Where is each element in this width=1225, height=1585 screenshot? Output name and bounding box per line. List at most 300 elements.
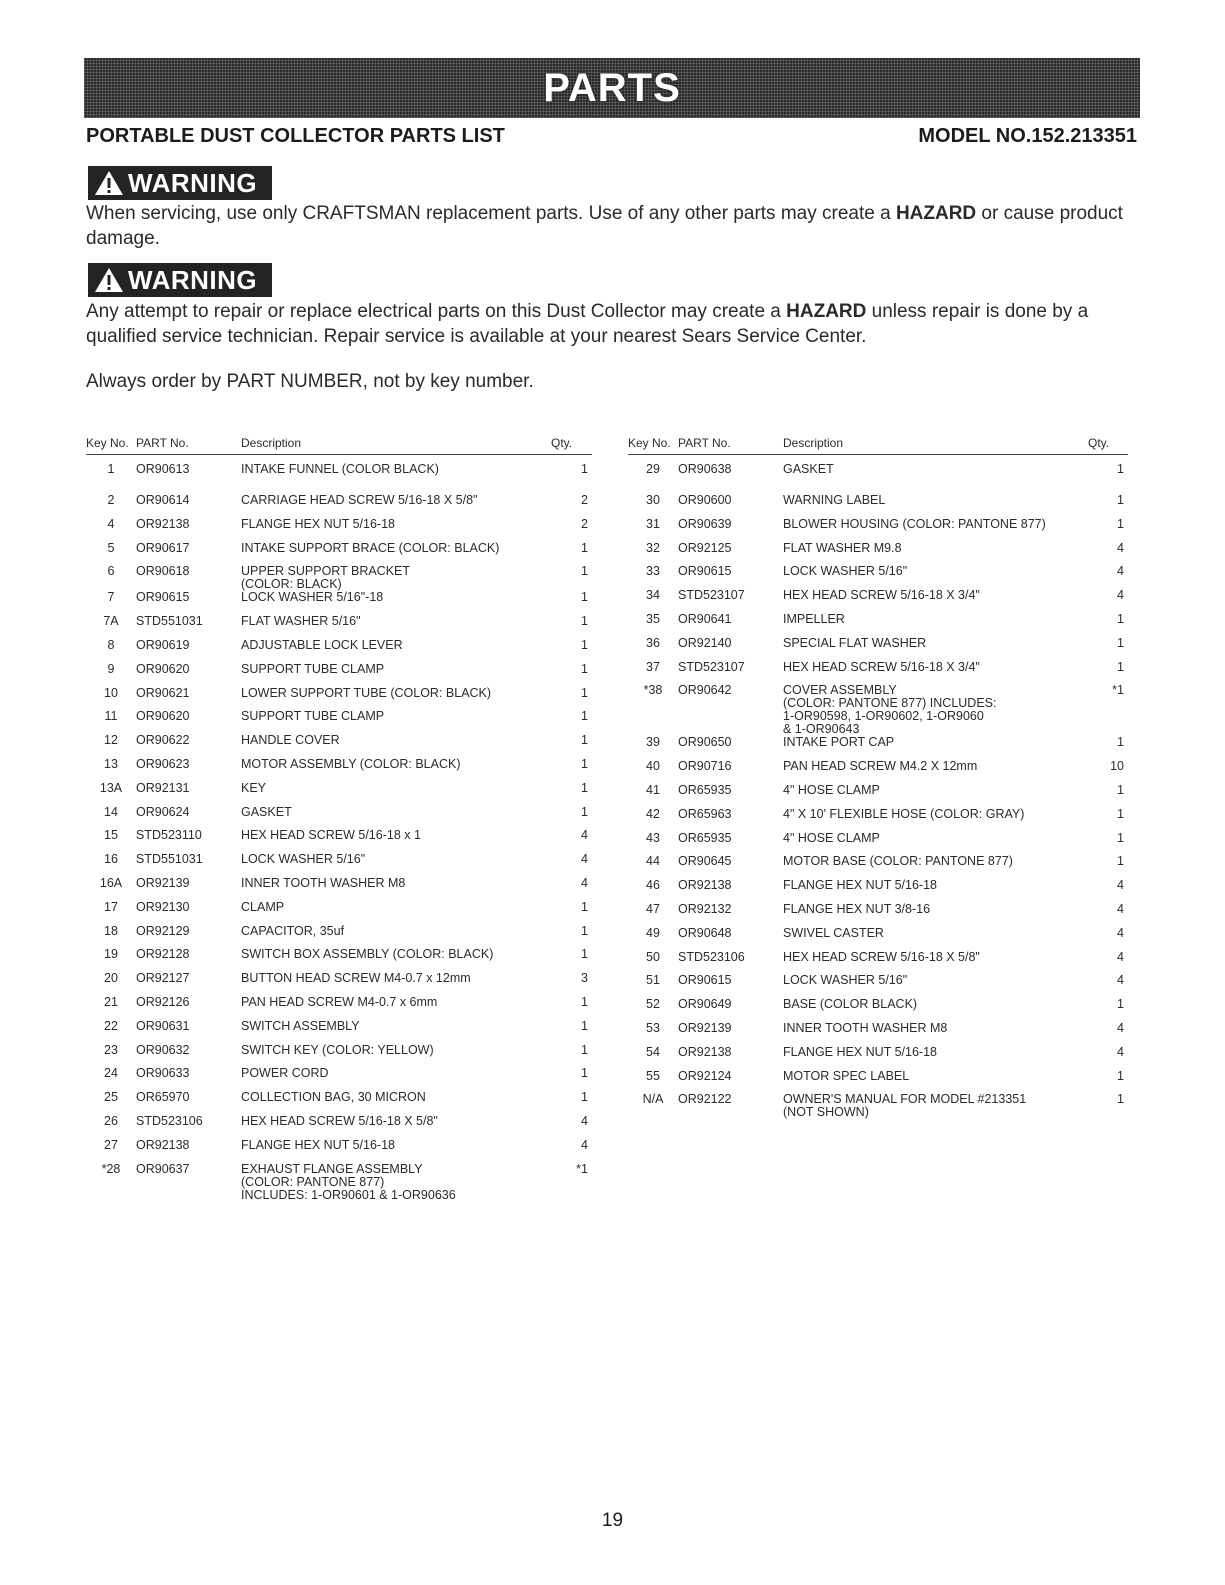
description-cell: HEX HEAD SCREW 5/16-18 X 3/4" [783,588,980,603]
quantity-cell: 1 [1117,493,1124,507]
key-number-cell: 49 [646,925,660,940]
key-number-cell: 12 [104,733,118,748]
description-cell: SWITCH ASSEMBLY [241,1018,360,1033]
description-cell: KEY [241,780,267,795]
warning-badge-2 [88,263,272,297]
quantity-cell: 1 [1117,735,1124,750]
quantity-cell: 1 [1117,516,1124,531]
warning-label: WARNING [128,167,258,198]
part-number-cell: OR92138 [678,878,732,893]
key-number-cell: 35 [646,611,660,626]
description-cell: SUPPORT TUBE CLAMP [241,661,385,676]
quantity-cell: 1 [581,564,588,579]
description-cell: EXHAUST FLANGE ASSEMBLY (COLOR: PANTONE 877) INCLUDES: 1-OR90601 & 1-OR90636 [241,1161,456,1202]
key-number-cell: 14 [104,804,118,819]
table-row [86,494,592,518]
parts-list-title: PORTABLE DUST COLLECTOR PARTS LIST [86,125,505,147]
description-cell: LOCK WASHER 5/16" [783,564,908,579]
key-number-cell: 29 [646,462,660,476]
part-number-cell: STD523106 [678,949,745,964]
description-cell: POWER CORD [241,1066,329,1081]
part-number-cell: OR90638 [678,462,732,476]
key-number-cell: 8 [107,637,115,652]
quantity-cell: 1 [581,590,588,605]
column-header-part: PART No. [136,436,241,455]
quantity-cell: 4 [581,852,588,867]
key-number-cell: 1 [107,462,115,476]
table-row [628,808,1128,832]
quantity-cell: 1 [581,1066,588,1081]
key-number-cell: 52 [646,997,660,1012]
quantity-cell: 4 [1117,564,1124,579]
description-cell: FLANGE HEX NUT 5/16-18 [241,1137,395,1152]
table-row [628,855,1128,879]
quantity-cell: 1 [1117,659,1124,674]
part-number-cell: OR90624 [136,804,190,819]
key-number-cell: 37 [646,659,660,674]
quantity-cell: 4 [1117,1044,1124,1059]
hazard-emphasis: HAZARD [786,301,867,322]
quantity-cell: 1 [581,923,588,938]
key-number-cell: 13 [104,756,118,771]
part-number-cell: OR92131 [136,780,190,795]
part-number-cell: OR65970 [136,1090,190,1105]
description-cell: 4" X 10' FLEXIBLE HOSE (COLOR: GRAY) [783,806,1025,821]
quantity-cell: 1 [581,637,588,652]
description-cell: FLANGE HEX NUT 5/16-18 [241,516,395,531]
description-cell: CARRIAGE HEAD SCREW 5/16-18 X 5/8" [241,493,478,507]
key-number-cell: 7 [107,590,115,605]
part-number-cell: OR90633 [136,1066,190,1081]
table-row [628,518,1128,542]
column-header-part: PART No. [678,436,783,455]
part-number-cell: OR92140 [678,635,732,650]
part-number-cell: OR65935 [678,782,732,797]
quantity-cell: 4 [1117,878,1124,893]
part-number-cell: OR90622 [136,733,190,748]
warning-triangle-icon [94,267,124,293]
description-cell: OWNER'S MANUAL FOR MODEL #213351 (NOT SHOWN) [783,1092,1027,1120]
quantity-cell: 1 [1117,1092,1124,1107]
part-number-cell: OR90650 [678,735,732,750]
part-number-cell: OR90631 [136,1018,190,1033]
order-note: Always order by PART NUMBER, not by key number. [86,371,534,392]
key-number-cell: 42 [646,806,660,821]
quantity-cell: 1 [581,804,588,819]
part-number-cell: OR65935 [678,830,732,845]
part-number-cell: OR92129 [136,923,190,938]
column-header-qty: Qty. [1088,436,1128,455]
quantity-cell: 4 [1117,973,1124,988]
description-cell: SWIVEL CASTER [783,925,884,940]
key-number-cell: 47 [646,901,660,916]
part-number-cell: OR90615 [678,973,732,988]
column-header-description: Description [241,436,551,455]
description-cell: BUTTON HEAD SCREW M4-0.7 x 12mm [241,971,471,986]
description-cell: INTAKE PORT CAP [783,735,895,750]
part-number-cell: OR90641 [678,611,732,626]
part-number-cell: OR90621 [136,685,190,700]
table-row [86,1139,592,1163]
table-row [628,661,1128,685]
part-number-cell: STD551031 [136,852,203,867]
table-row [86,734,592,758]
description-cell: HEX HEAD SCREW 5/16-18 X 5/8" [783,949,980,964]
table-row [628,784,1128,808]
description-cell: SUPPORT TUBE CLAMP [241,709,385,724]
part-number-cell: OR90639 [678,516,732,531]
table-row [86,639,592,663]
description-cell: MOTOR SPEC LABEL [783,1068,910,1083]
description-cell: INTAKE SUPPORT BRACE (COLOR: BLACK) [241,540,500,555]
part-number-cell: OR90615 [136,590,190,605]
page-number: 19 [601,1510,624,1531]
key-number-cell: 30 [646,493,660,507]
quantity-cell: 1 [581,756,588,771]
quantity-cell: 1 [581,1018,588,1033]
description-cell: GASKET [783,462,834,476]
part-number-cell: OR65963 [678,806,732,821]
quantity-cell: 1 [581,899,588,914]
key-number-cell: 9 [107,661,115,676]
parts-table-right [628,436,1128,1119]
description-cell: HANDLE COVER [241,733,340,748]
table-row [86,1163,592,1202]
key-number-cell: 16A [99,875,123,890]
parts-banner [84,58,1140,118]
part-number-cell: OR90615 [678,564,732,579]
table-row [86,687,592,711]
description-cell: FLANGE HEX NUT 5/16-18 [783,878,937,893]
table-row [628,565,1128,589]
warning-triangle-icon [94,170,124,196]
key-number-cell: 36 [646,635,660,650]
table-row [628,736,1128,760]
table-row [628,542,1128,566]
description-cell: INTAKE FUNNEL (COLOR BLACK) [241,462,439,476]
part-number-cell: OR90623 [136,756,190,771]
part-number-cell: OR90600 [678,493,732,507]
part-number-cell: OR92138 [678,1044,732,1059]
table-row [628,613,1128,637]
quantity-cell: 1 [581,1090,588,1105]
key-number-cell: 34 [646,588,660,603]
warning-text-part: When servicing, use only CRAFTSMAN replacement parts. Use of any other parts may create a [86,203,896,224]
quantity-cell: 1 [581,685,588,700]
description-cell: PAN HEAD SCREW M4.2 X 12mm [783,759,978,774]
model-number: MODEL NO.152.213351 [918,125,1137,147]
table-row [86,877,592,901]
quantity-cell: 4 [581,875,588,890]
part-number-cell: OR92139 [678,1020,732,1035]
table-row [86,925,592,949]
key-number-cell: 11 [104,709,118,724]
key-number-cell: *28 [101,1161,121,1176]
quantity-cell: 4 [581,828,588,843]
key-number-cell: 13A [99,780,123,795]
key-number-cell: N/A [642,1092,664,1107]
table-row [628,974,1128,998]
table-row [86,1115,592,1139]
quantity-cell: 1 [1117,635,1124,650]
key-number-cell: 50 [646,949,660,964]
part-number-cell: OR92126 [136,994,190,1009]
description-cell: CLAMP [241,899,285,914]
key-number-cell: 54 [646,1044,660,1059]
table-row [86,710,592,734]
table-row [86,615,592,639]
part-number-cell: OR90613 [136,462,190,476]
table-row [628,455,1128,495]
description-cell: LOWER SUPPORT TUBE (COLOR: BLACK) [241,685,492,700]
table-row [628,951,1128,975]
quantity-cell: 1 [581,947,588,962]
quantity-cell: *1 [1112,683,1124,698]
parts-table-left [86,436,592,1202]
part-number-cell: OR92125 [678,540,732,555]
key-number-cell: 41 [646,782,660,797]
key-number-cell: 23 [104,1042,118,1057]
key-number-cell: 44 [646,854,660,869]
description-cell: CAPACITOR, 35uf [241,923,345,938]
quantity-cell: 1 [581,994,588,1009]
key-number-cell: 4 [107,516,115,531]
description-cell: FLANGE HEX NUT 5/16-18 [783,1044,937,1059]
quantity-cell: 4 [581,1113,588,1128]
quantity-cell: 1 [581,1042,588,1057]
part-number-cell: STD523106 [136,1113,203,1128]
key-number-cell: 19 [104,947,118,962]
column-header-description: Description [783,436,1088,455]
description-cell: HEX HEAD SCREW 5/16-18 X 5/8" [241,1113,438,1128]
quantity-cell: 1 [581,661,588,676]
part-number-cell: OR90619 [136,637,190,652]
key-number-cell: 2 [107,493,115,507]
key-number-cell: 6 [107,564,115,579]
table-row [86,829,592,853]
part-number-cell: OR90648 [678,925,732,940]
description-cell: LOCK WASHER 5/16" [783,973,908,988]
quantity-cell: 1 [1117,997,1124,1012]
part-number-cell: OR92138 [136,1137,190,1152]
part-number-cell: OR92138 [136,516,190,531]
table-row [86,996,592,1020]
part-number-cell: OR90620 [136,709,190,724]
key-number-cell: 22 [104,1018,118,1033]
description-cell: 4" HOSE CLAMP [783,830,880,845]
part-number-cell: OR90642 [678,683,732,698]
description-cell: PAN HEAD SCREW M4-0.7 x 6mm [241,994,438,1009]
warning-text-1 [86,201,1142,251]
quantity-cell: 1 [581,733,588,748]
description-cell: UPPER SUPPORT BRACKET (COLOR: BLACK) [241,564,411,592]
part-number-cell: STD551031 [136,614,203,629]
part-number-cell: OR90649 [678,997,732,1012]
table-row [628,927,1128,951]
part-number-cell: OR90632 [136,1042,190,1057]
description-cell: IMPELLER [783,611,845,626]
quantity-cell: 1 [1117,611,1124,626]
key-number-cell: 32 [646,540,660,555]
key-number-cell: 43 [646,830,660,845]
column-header-qty: Qty. [551,436,592,455]
quantity-cell: 4 [1117,540,1124,555]
quantity-cell: 1 [581,462,588,476]
part-number-cell: OR92127 [136,971,190,986]
quantity-cell: 1 [581,540,588,555]
quantity-cell: 1 [1117,806,1124,821]
part-number-cell: OR90716 [678,759,732,774]
description-cell: SPECIAL FLAT WASHER [783,635,927,650]
table-row [86,518,592,542]
table-row [86,663,592,687]
table-row [628,1070,1128,1094]
part-number-cell: OR90614 [136,493,190,507]
quantity-cell: 4 [1117,925,1124,940]
description-cell: LOCK WASHER 5/16" [241,852,366,867]
description-cell: MOTOR ASSEMBLY (COLOR: BLACK) [241,756,461,771]
part-number-cell: OR90618 [136,564,190,579]
part-number-cell: OR90620 [136,661,190,676]
table-row [86,1067,592,1091]
quantity-cell: 1 [1117,782,1124,797]
table-row [86,591,592,615]
quantity-cell: 2 [581,516,588,531]
table-row [628,903,1128,927]
quantity-cell: 1 [1117,1068,1124,1083]
table-row [628,684,1128,736]
table-row [86,1020,592,1044]
column-header-key: Key No. [86,436,136,455]
key-number-cell: *38 [643,683,663,698]
part-number-cell: STD523107 [678,659,745,674]
part-number-cell: STD523107 [678,588,745,603]
key-number-cell: 21 [104,994,118,1009]
description-cell: COLLECTION BAG, 30 MICRON [241,1090,426,1105]
description-cell: 4" HOSE CLAMP [783,782,880,797]
part-number-cell: OR90617 [136,540,190,555]
table-row [628,494,1128,518]
key-number-cell: 27 [104,1137,118,1152]
description-cell: SWITCH BOX ASSEMBLY (COLOR: BLACK) [241,947,494,962]
quantity-cell: 1 [581,709,588,724]
description-cell: LOCK WASHER 5/16"-18 [241,590,384,605]
quantity-cell: 4 [1117,588,1124,603]
warning-text-part: Any attempt to repair or replace electrical parts on this Dust Collector may create a [86,301,787,322]
table-row [628,1093,1128,1119]
table-row [86,901,592,925]
description-cell: BLOWER HOUSING (COLOR: PANTONE 877) [783,516,1046,531]
part-number-cell: OR92132 [678,901,732,916]
key-number-cell: 24 [104,1066,118,1081]
table-row [86,455,592,495]
key-number-cell: 40 [646,759,660,774]
description-cell: FLAT WASHER 5/16" [241,614,361,629]
key-number-cell: 15 [104,828,118,843]
key-number-cell: 55 [646,1068,660,1083]
description-cell: INNER TOOTH WASHER M8 [241,875,406,890]
description-cell: GASKET [241,804,292,819]
key-number-cell: 46 [646,878,660,893]
description-cell: SWITCH KEY (COLOR: YELLOW) [241,1042,434,1057]
description-cell: HEX HEAD SCREW 5/16-18 X 3/4" [783,659,980,674]
key-number-cell: 25 [104,1090,118,1105]
part-number-cell: OR92128 [136,947,190,962]
description-cell: COVER ASSEMBLY (COLOR: PANTONE 877) INCLUDES: 1-OR90598, 1-OR90602, 1-OR9060 & 1-OR90643 [783,683,997,737]
quantity-cell: 4 [1117,901,1124,916]
key-number-cell: 17 [104,899,118,914]
key-number-cell: 31 [646,516,660,531]
quantity-cell: 1 [1117,830,1124,845]
key-number-cell: 18 [104,923,118,938]
key-number-cell: 20 [104,971,118,986]
quantity-cell: 1 [1117,462,1124,476]
part-number-cell: OR92139 [136,875,190,890]
key-number-cell: 5 [107,540,115,555]
table-row [86,853,592,877]
banner-title: PARTS [543,66,681,110]
key-number-cell: 53 [646,1020,660,1035]
part-number-cell: OR90645 [678,854,732,869]
warning-badge-1 [88,166,272,200]
table-row [628,589,1128,613]
description-cell: MOTOR BASE (COLOR: PANTONE 877) [783,854,1013,869]
table-row [86,972,592,996]
warning-text-part: or cause product damage. [86,203,1123,249]
part-number-cell: OR92130 [136,899,190,914]
description-cell: FLAT WASHER M9.8 [783,540,902,555]
description-cell: INNER TOOTH WASHER M8 [783,1020,948,1035]
description-cell: FLANGE HEX NUT 3/8-16 [783,901,931,916]
description-cell: HEX HEAD SCREW 5/16-18 x 1 [241,828,421,843]
part-number-cell: OR92124 [678,1068,732,1083]
quantity-cell: 1 [581,780,588,795]
warning-text-2 [86,299,1142,349]
quantity-cell: 4 [1117,949,1124,964]
parts-table-left-body [86,455,592,1202]
table-row [86,782,592,806]
quantity-cell: 3 [581,971,588,986]
description-cell: ADJUSTABLE LOCK LEVER [241,637,403,652]
quantity-cell: *1 [576,1161,588,1176]
key-number-cell: 26 [104,1113,118,1128]
table-row [86,565,592,591]
warning-label: WARNING [128,264,258,295]
table-row [628,832,1128,856]
quantity-cell: 4 [1117,1020,1124,1035]
table-row [86,948,592,972]
quantity-cell: 1 [1117,854,1124,869]
parts-table-right-body [628,455,1128,1120]
quantity-cell: 10 [1110,759,1124,774]
table-row [628,1022,1128,1046]
quantity-cell: 4 [581,1137,588,1152]
part-number-cell: OR90637 [136,1161,190,1176]
table-row [628,1046,1128,1070]
table-row [86,758,592,782]
quantity-cell: 1 [581,614,588,629]
part-number-cell: STD523110 [136,828,202,843]
description-cell: WARNING LABEL [783,493,886,507]
table-row [628,879,1128,903]
key-number-cell: 16 [104,852,118,867]
table-row [86,542,592,566]
key-number-cell: 10 [104,685,118,700]
part-number-cell: OR92122 [678,1092,732,1107]
key-number-cell: 33 [646,564,660,579]
warning-text-part: unless repair is done by a qualified service technician. Repair service is available at your nearest Sears Service Center. [86,301,1089,347]
table-row [628,998,1128,1022]
